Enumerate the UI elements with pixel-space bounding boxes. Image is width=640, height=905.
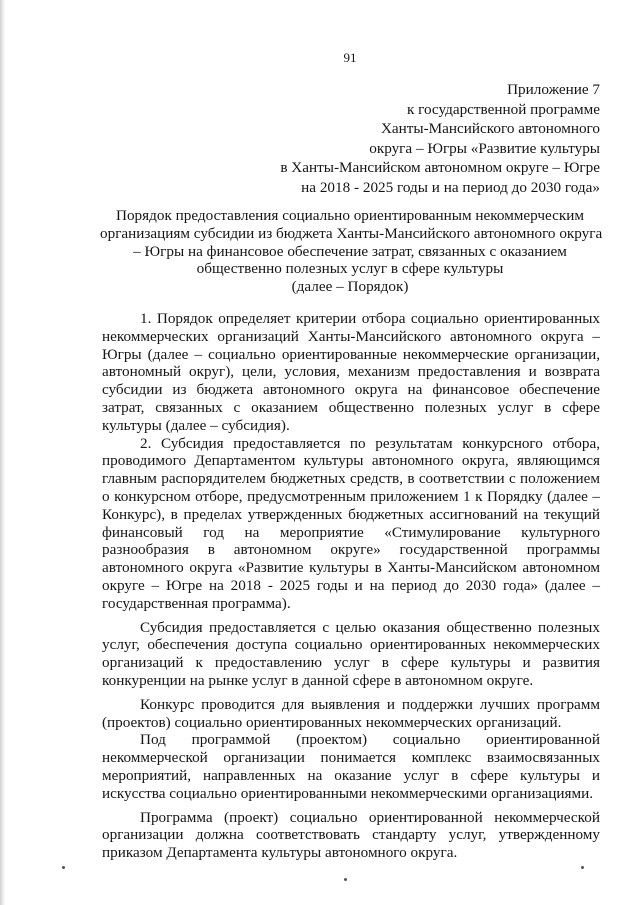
paragraph-6: Программа (проект) социально ориентированной некоммерческой организации должна соответствовать стандарту услуг, утвержденному приказом Департамента культуры автономного округа. [102,808,600,862]
appendix-line: Приложение 7 [507,81,600,98]
title-line: организациям субсидии из бюджета Ханты-Мансийского автономного округа [100,224,603,242]
document-body [102,310,600,862]
paragraph-3: Субсидия предоставляется с целью оказания общественно полезных услуг, обеспечения доступа социально ориентированных некоммерческих организаций к предоставлению услуг в сфере культуры и развития конкуренции на рынке услуг в данной сфере в автономном округе. [102,618,600,689]
appendix-line: на 2018 - 2025 годы и на период до 2030 года» [301,178,600,196]
scan-speck [581,866,584,869]
appendix-line: округа – Югры «Развитие культуры [369,139,600,157]
appendix-line: Ханты-Мансийского автономного [380,120,600,137]
appendix-header [180,80,600,197]
title-line: – Югры на финансовое обеспечение затрат, связанных с оказанием [133,242,567,260]
title-line: общественно полезных услуг в сфере культуры [196,260,504,278]
page-number: 91 [343,50,357,65]
paragraph-5: Под программой (проектом) социально ориентированной некоммерческой организации понимается комплекс взаимосвязанных мероприятий, направленных на оказание услуг в сфере культуры и искусства социально ориентированными некоммерческими организациями. [102,731,600,802]
document-title [100,207,603,296]
scan-speck [62,866,65,869]
scan-speck [344,878,347,881]
scan-edge-shadow [0,0,6,905]
paragraph-1: 1. Порядок определяет критерии отбора социально ориентированных некоммерческих организаций Ханты-Мансийского автономного округа – Югры (далее – социально ориентированные некоммерческие организации, автономный округ), цели, условия, механизм предоставления и возврата субсидии из бюджета автономного округа на финансовое обеспечение затрат, связанных с оказанием общественно полезных услуг в сфере культуры (далее – субсидия). [102,310,600,434]
paragraph-4: Конкурс проводится для выявления и поддержки лучших программ (проектов) социально ориентированных некоммерческих организаций. [102,695,600,731]
appendix-line: в Ханты-Мансийском автономном округе – Югре [280,159,600,176]
title-line: Порядок предоставления социально ориентированным некоммерческим [115,207,584,224]
title-line: (далее – Порядок) [291,278,409,296]
appendix-line: к государственной программе [406,100,600,118]
paragraph-2: 2. Субсидия предоставляется по результатам конкурсного отбора, проводимого Департаментом культуры автономного округа, являющимся главным распорядителем бюджетных средств, в соответствии с положением о конкурсном отборе, предусмотренным приложением 1 к Порядку (далее – Конкурс), в пределах утвержденных бюджетных ассигнований на текущий финансовый год на мероприятие «Стимулирование культурного разнообразия в автономном округе» государственной программы автономного округа «Развитие культуры в Ханты-Мансийском автономном округе – Югре на 2018 - 2025 годы и на период до 2030 года» (далее – государственная программа). [102,434,600,612]
